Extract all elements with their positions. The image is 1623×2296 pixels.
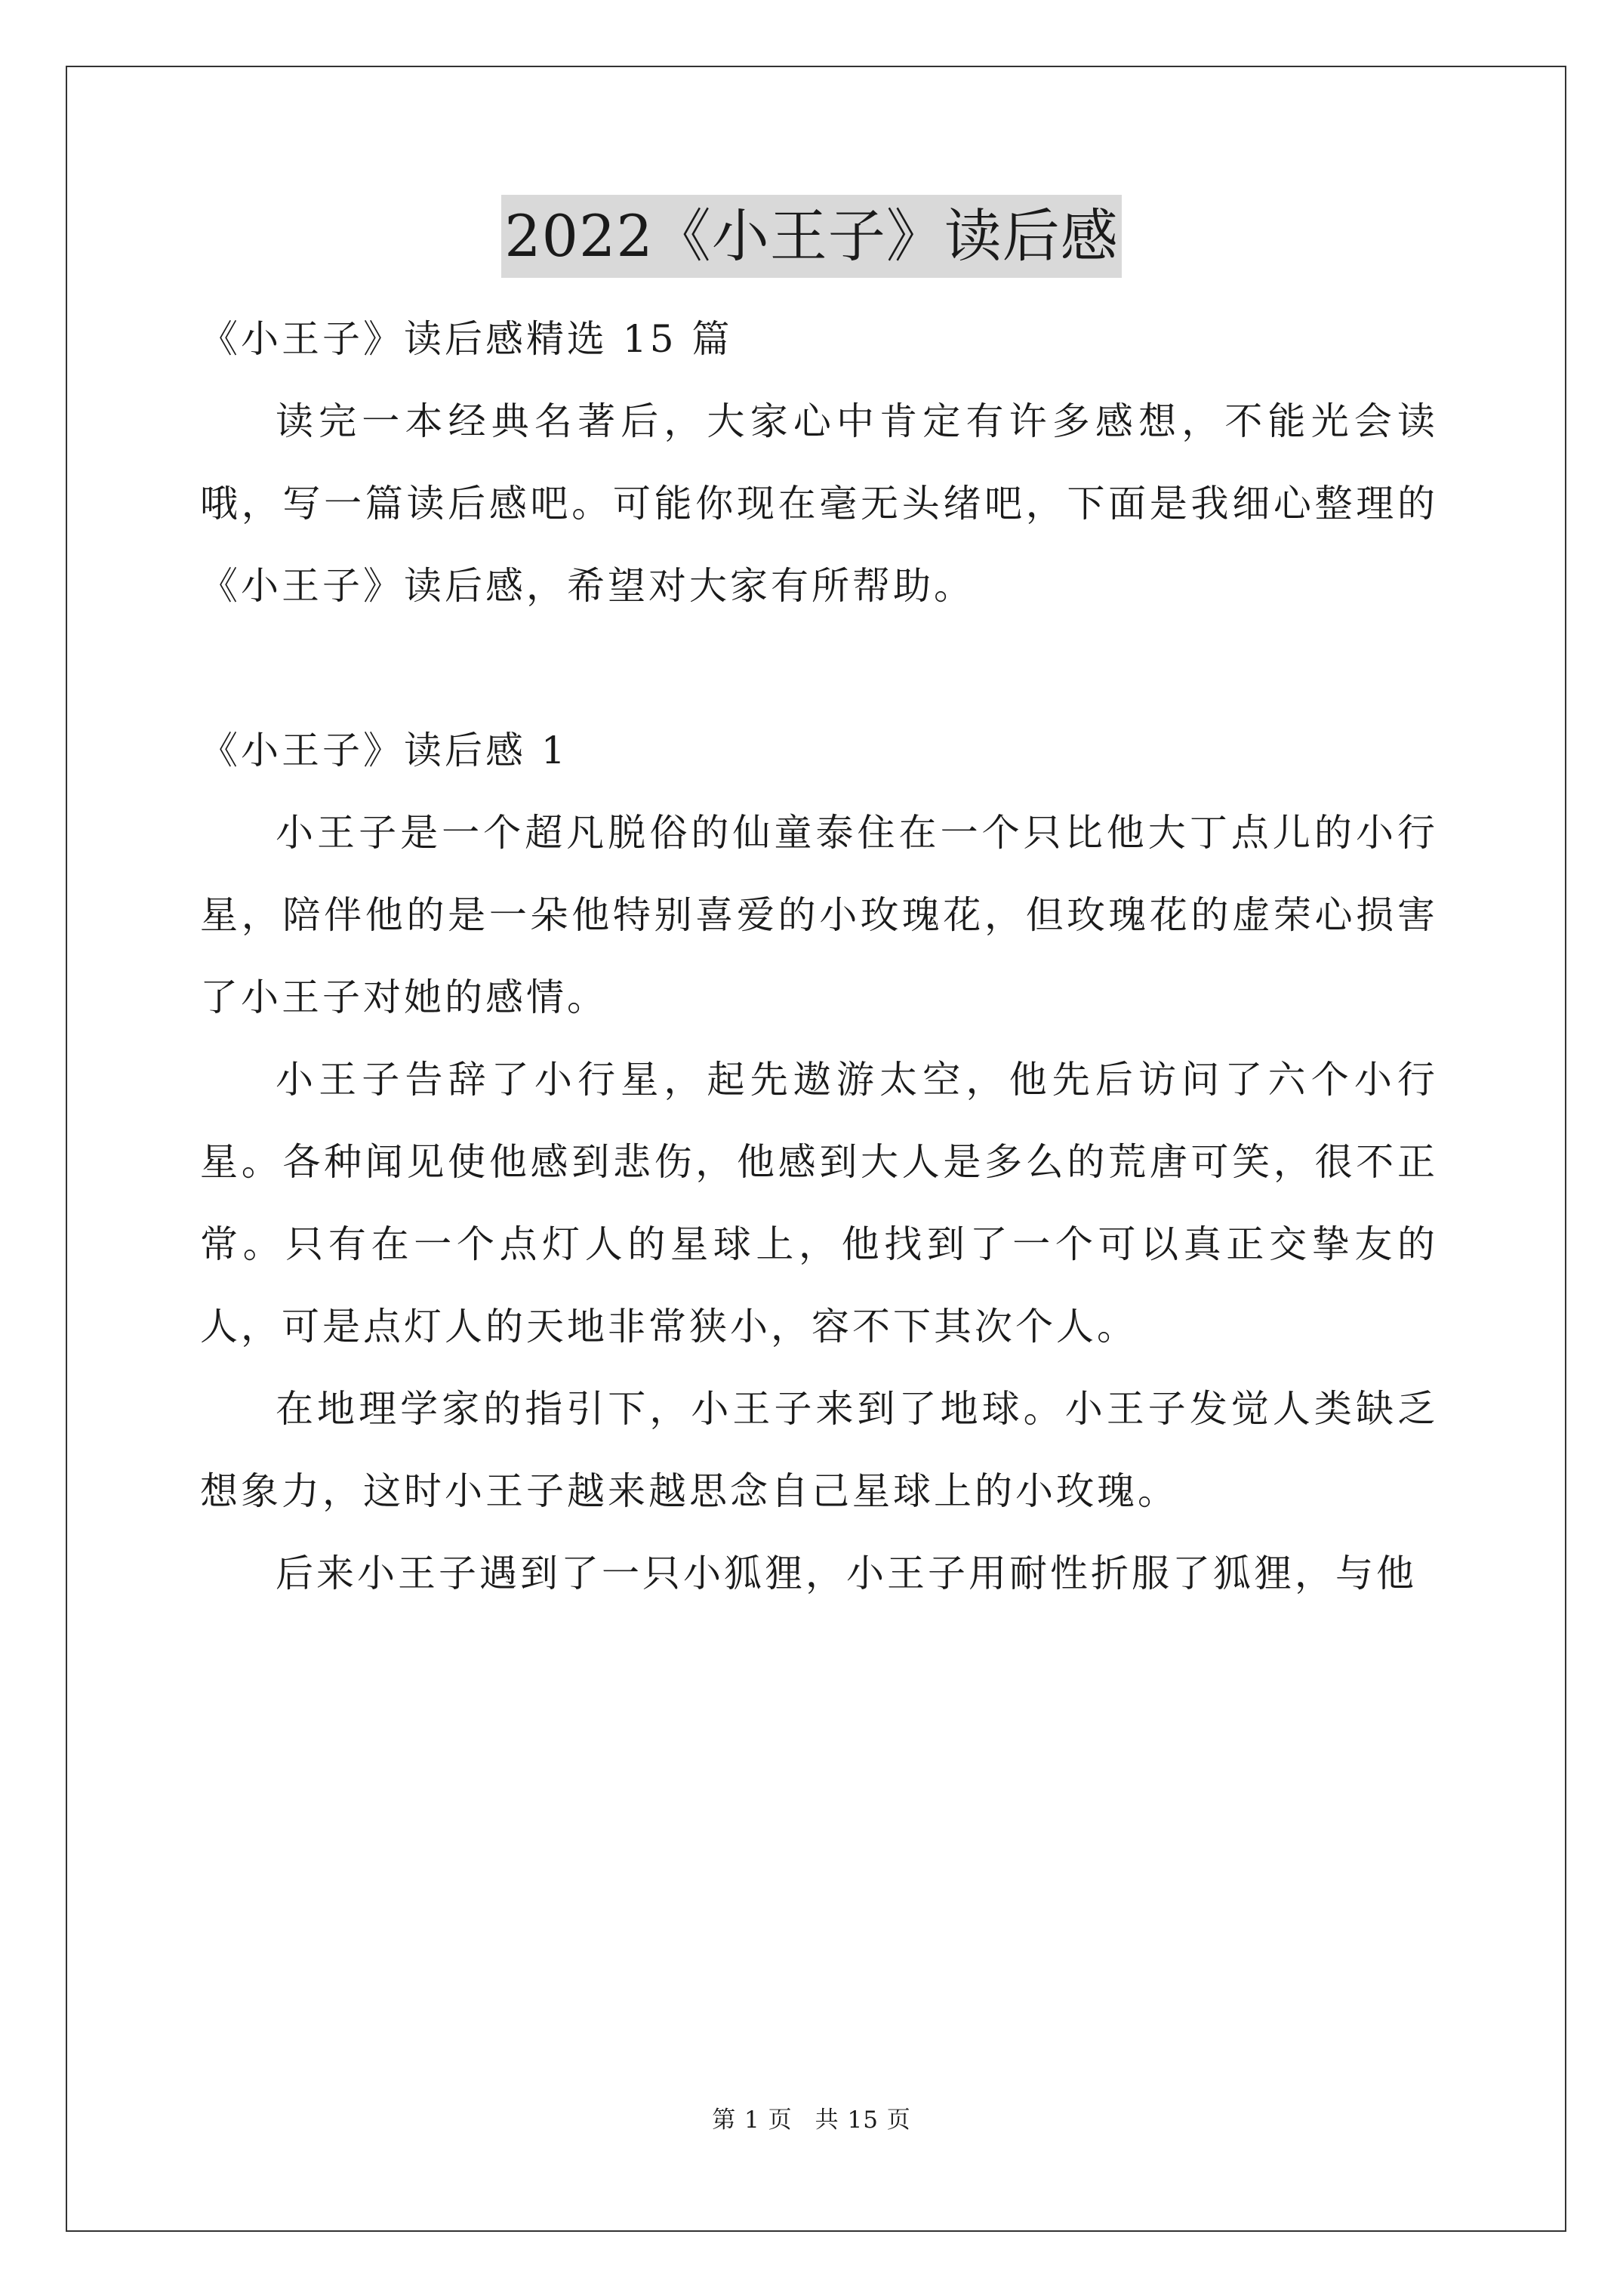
document-body (200, 298, 1438, 1615)
body-paragraph: 后来小王子遇到了一只小狐狸，小王子用耐性折服了狐狸，与他 (276, 1552, 1417, 1595)
section-heading: 《小王子》读后感 1 (200, 729, 568, 772)
page-number-current: 第 1 页 (712, 2106, 793, 2134)
body-paragraph: 小王子告辞了小行星，起先遨游太空，他先后访问了六个小行星。各种闻见使他感到悲伤，他感到大人是多么的荒唐可笑，很不正常。只有在一个点灯人的星球上，他找到了一个可以真正交挚友的人，可是点灯人的天地非常狭小，容不下其次个人。 (200, 1058, 1438, 1348)
title-container (0, 195, 1623, 278)
document-subtitle: 《小王子》读后感精选 15 篇 (200, 317, 733, 361)
blank-line (200, 627, 1438, 710)
page-footer (0, 2100, 1623, 2134)
body-paragraph: 小王子是一个超凡脱俗的仙童泰住在一个只比他大丁点儿的小行星，陪伴他的是一朵他特别喜爱的小玫瑰花，但玫瑰花的虚荣心损害了小王子对她的感情。 (200, 811, 1438, 1019)
intro-paragraph: 读完一本经典名著后，大家心中肯定有许多感想，不能光会读哦，写一篇读后感吧。可能你现在毫无头绪吧，下面是我细心整理的《小王子》读后感，希望对大家有所帮助。 (200, 399, 1438, 608)
document-title: 2022《小王子》读后感 (501, 195, 1121, 278)
page-number-total: 共 15 页 (815, 2106, 911, 2134)
body-paragraph: 在地理学家的指引下，小王子来到了地球。小王子发觉人类缺乏想象力，这时小王子越来越思念自己星球上的小玫瑰。 (200, 1387, 1438, 1513)
